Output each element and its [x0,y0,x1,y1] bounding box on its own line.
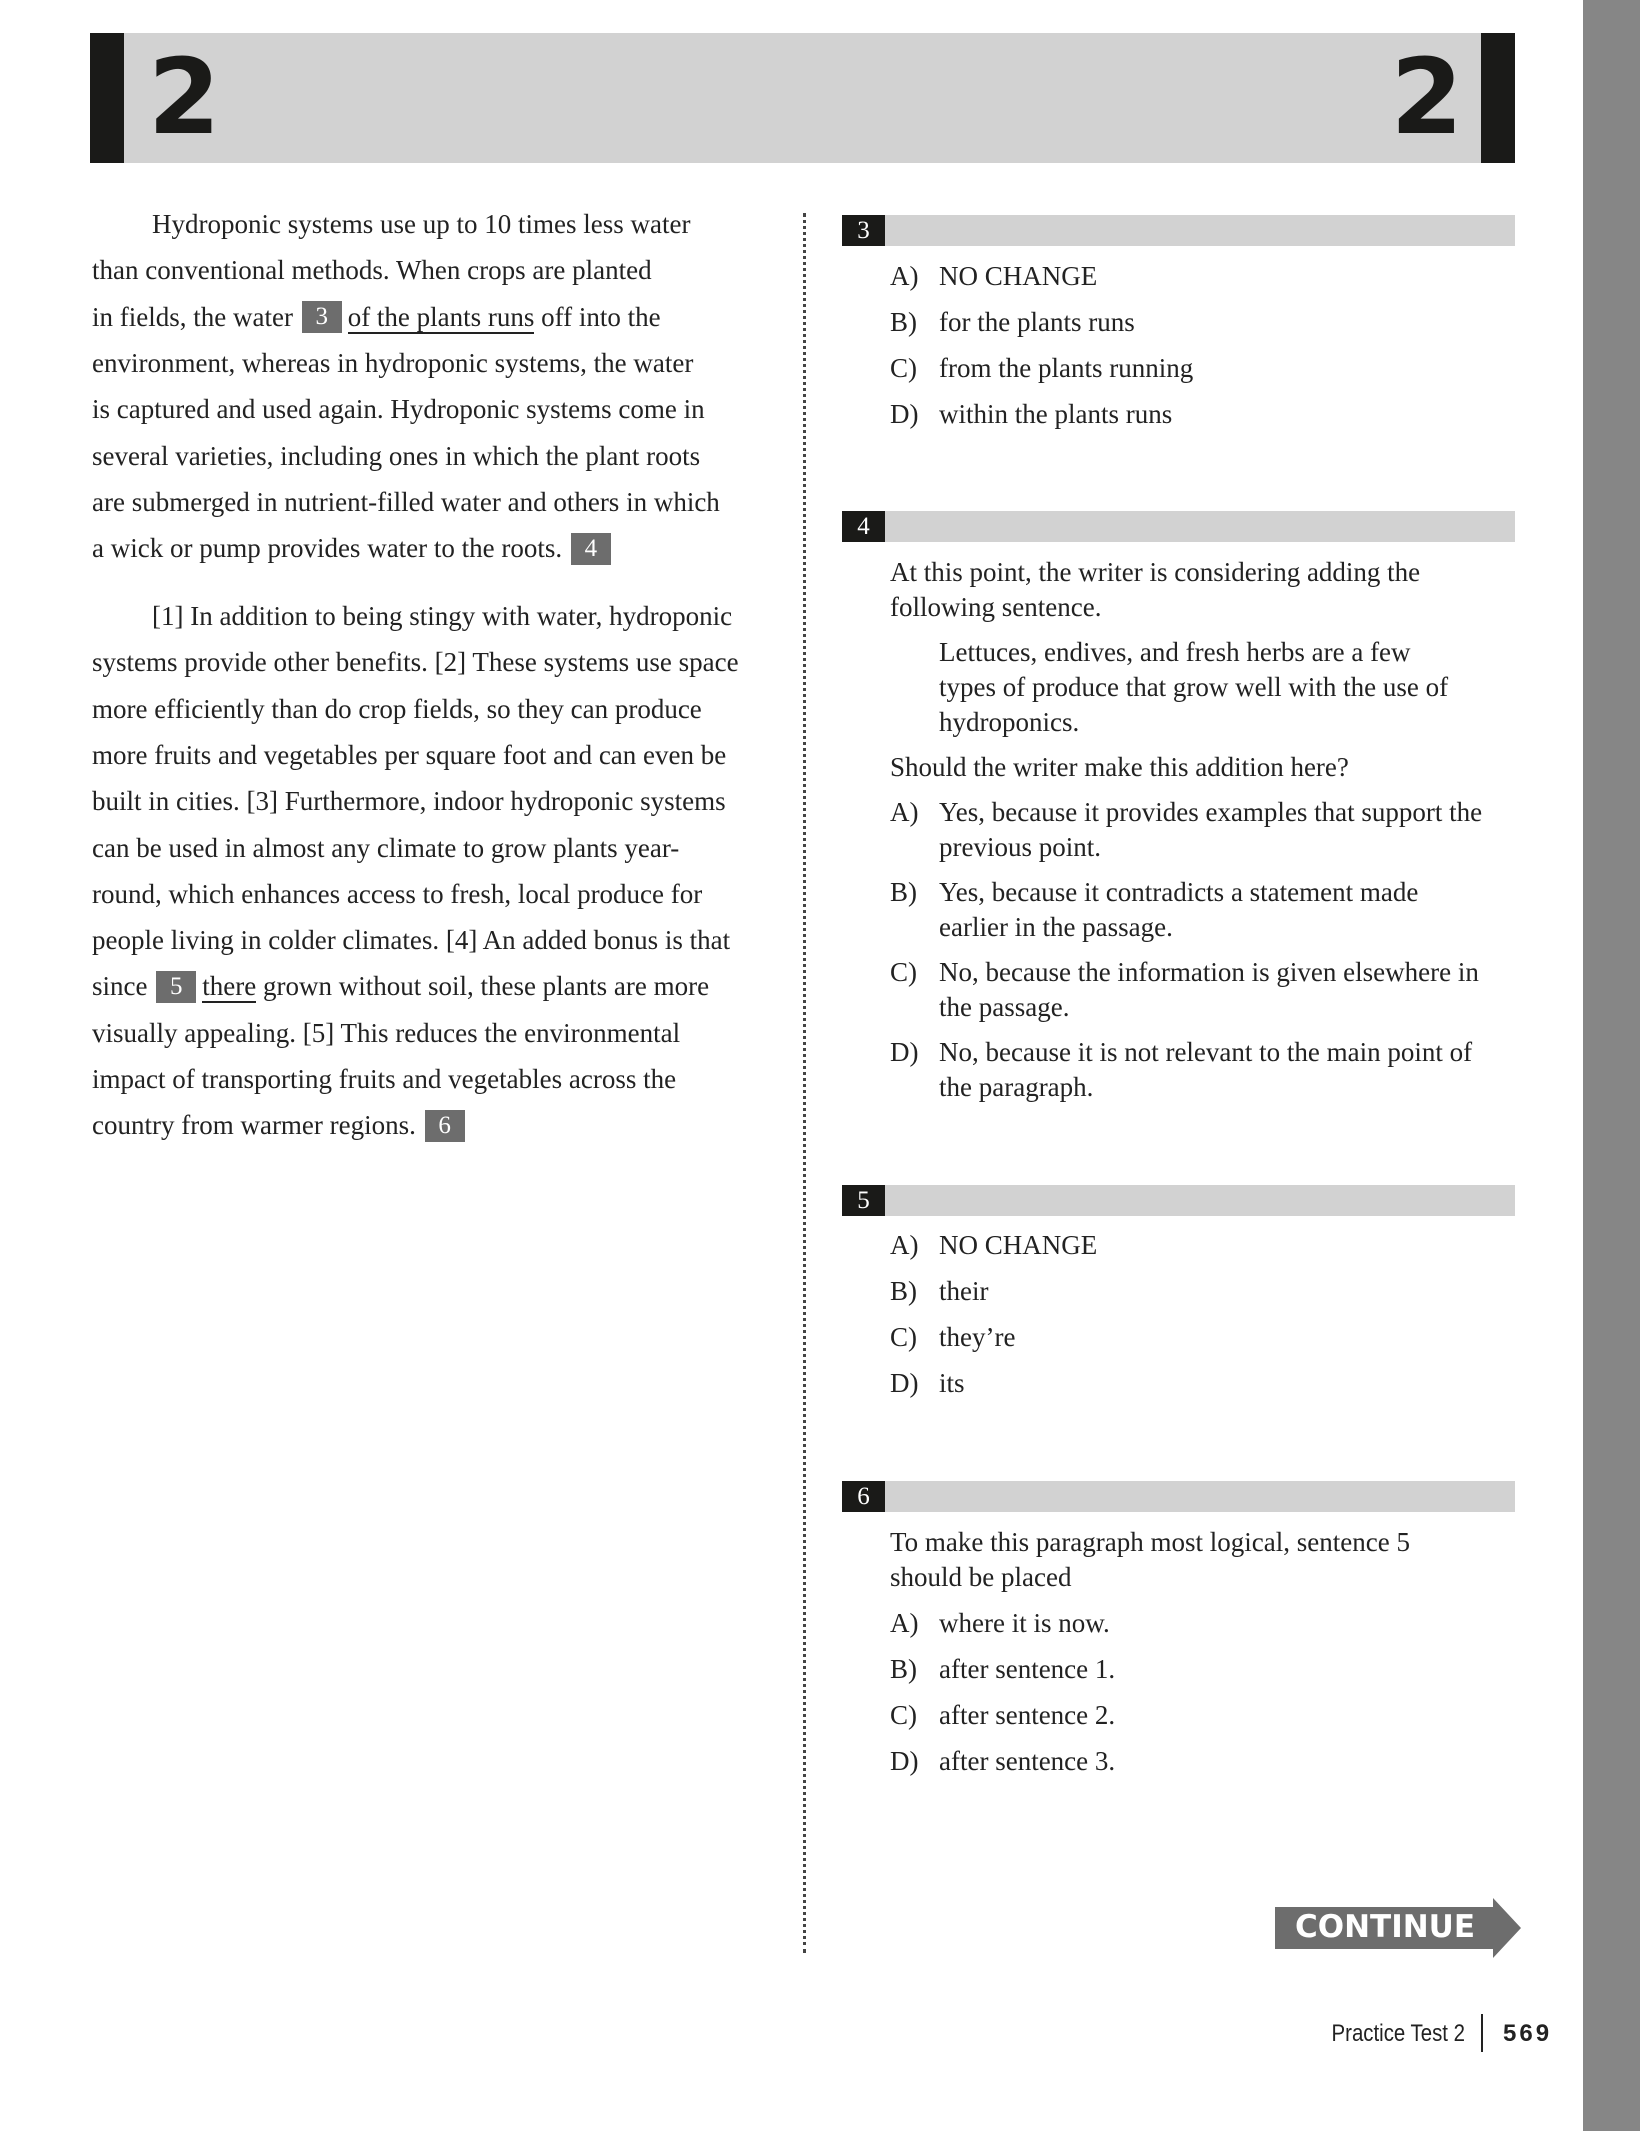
footer-label: Practice Test 2 [1331,2020,1465,2047]
underlined-phrase: of the plants runs [347,301,535,332]
passage-text: since [92,971,155,1002]
passage-text: can be used in almost any climate to grow plants year- [92,832,680,863]
page-number: 569 [1503,2020,1553,2047]
passage-text: environment, whereas in hydroponic systems, the water [92,347,694,378]
passage-line [92,1102,471,1148]
passage-line [92,386,705,432]
header-bar-left [90,33,124,163]
answer-option[interactable] [890,1363,965,1403]
option-text: where it is now. [939,1608,1110,1638]
column-divider [803,213,806,1953]
option-text: the passage. [939,992,1070,1022]
passage-line [92,1010,680,1056]
passage-text: off into the [534,301,661,332]
question-prompt: following sentence. [890,592,1102,622]
passage-text: more efficiently than do crop fields, so they can produce [92,693,702,724]
passage-line [92,479,720,525]
section-header [90,33,1515,163]
answer-option[interactable] [890,1317,1015,1357]
question-3-header [842,215,1515,246]
option-text: the paragraph. [939,1072,1094,1102]
option-letter: A) [890,797,919,827]
option-letter: D) [890,1368,919,1398]
option-letter: A) [890,1608,919,1638]
quoted-sentence: hydroponics. [939,707,1080,737]
option-text: No, because it is not relevant to the main point of [939,1037,1473,1067]
option-letter: C) [890,1322,917,1352]
option-letter: D) [890,399,919,429]
passage-line [92,247,652,293]
option-text: after sentence 1. [939,1654,1116,1684]
passage-text: are submerged in nutrient-filled water and others in which [92,486,720,517]
passage-text: country from warmer regions. [92,1110,423,1141]
passage-text: a wick or pump provides water to the roots. [92,533,569,564]
option-text: they’re [939,1322,1016,1352]
question-marker[interactable]: 5 [156,971,196,1003]
question-5-header [842,1185,1515,1216]
passage-text: built in cities. [3] Furthermore, indoor hydroponic systems [92,786,726,817]
question-marker[interactable]: 6 [425,1110,465,1142]
answer-option[interactable] [890,955,1479,1025]
option-letter: B) [890,877,917,907]
option-letter: D) [890,1746,919,1776]
answer-option[interactable] [890,1035,1472,1105]
option-text: earlier in the passage. [939,912,1173,942]
option-text: after sentence 2. [939,1700,1116,1730]
underlined-phrase: there [202,971,257,1002]
option-text: after sentence 3. [939,1746,1116,1776]
question-number: 5 [842,1185,885,1216]
option-text: NO CHANGE [939,1230,1098,1260]
option-letter: B) [890,307,917,337]
question-number: 3 [842,215,885,246]
answer-option[interactable] [890,1271,988,1311]
passage-line [92,639,739,685]
passage-text: systems provide other benefits. [2] These systems use space [92,647,739,678]
passage-text: people living in colder climates. [4] An added bonus is that [92,925,731,956]
passage-text: several varieties, including ones in which the plant roots [92,440,701,471]
passage-line [92,778,726,824]
question-marker[interactable]: 3 [302,301,342,333]
passage-text: grown without soil, these plants are more [256,971,710,1002]
option-text: its [939,1368,965,1398]
option-letter: D) [890,1037,919,1067]
passage-text: is captured and used again. Hydroponic systems come in [92,394,705,425]
option-text: Yes, because it contradicts a statement made [939,877,1419,907]
option-letter: B) [890,1276,917,1306]
question-number: 6 [842,1481,885,1512]
question-6-header [842,1481,1515,1512]
passage-line [92,433,700,479]
passage-text: more fruits and vegetables per square foot and can even be [92,739,727,770]
footer-separator [1481,2014,1483,2052]
option-text: from the plants running [939,353,1194,383]
question-prompt: At this point, the writer is considering adding the [890,557,1421,587]
quoted-sentence: types of produce that grow well with the use of [939,672,1449,702]
section-number-left: 2 [148,36,221,158]
answer-option[interactable] [890,256,1097,296]
passage-text: visually appealing. [5] This reduces the environmental [92,1017,681,1048]
passage-line [92,963,709,1009]
page-edge-strip [1583,0,1640,2131]
option-letter: C) [890,957,917,987]
answer-option[interactable] [890,348,1193,388]
section-number-right: 2 [1390,36,1463,158]
answer-option[interactable] [890,1225,1097,1265]
continue-label: CONTINUE [1295,1909,1476,1945]
option-letter: A) [890,261,919,291]
question-number: 4 [842,511,885,542]
question-4-header [842,511,1515,542]
quoted-sentence: Lettuces, endives, and fresh herbs are a few [939,637,1411,667]
option-text: for the plants runs [939,307,1135,337]
option-letter: B) [890,1654,917,1684]
option-text: Yes, because it provides examples that support the [939,797,1483,827]
passage-text: in fields, the water [92,301,300,332]
passage-line [92,732,726,778]
option-text: within the plants runs [939,399,1173,429]
passage-line [152,593,732,639]
continue-arrow [1275,1898,1521,1958]
passage-line [92,525,617,571]
answer-option[interactable] [890,875,1418,945]
question-text: Should the writer make this addition here? [890,752,1349,782]
question-prompt: should be placed [890,1562,1072,1592]
option-text: previous point. [939,832,1101,862]
question-marker[interactable]: 4 [571,533,611,565]
answer-option[interactable] [890,1649,1115,1689]
passage-text: round, which enhances access to fresh, local produce for [92,878,703,909]
option-text: No, because the information is given elsewhere in [939,957,1479,987]
passage-line [92,294,661,340]
answer-option[interactable] [890,1695,1115,1735]
answer-option[interactable] [890,394,1172,434]
option-letter: A) [890,1230,919,1260]
answer-option[interactable] [890,1603,1110,1643]
option-text: NO CHANGE [939,261,1098,291]
option-letter: C) [890,353,917,383]
passage-line [152,201,690,247]
passage-line [92,871,702,917]
passage-text: [1] In addition to being stingy with water, hydroponic [152,601,733,631]
passage-text: impact of transporting fruits and vegetables across the [92,1064,677,1094]
passage-line [92,917,730,963]
passage-line [92,340,693,386]
passage-text: Hydroponic systems use up to 10 times less water [152,209,691,239]
passage-line [92,1056,676,1102]
answer-option[interactable] [890,1741,1115,1781]
question-prompt: To make this paragraph most logical, sentence 5 [890,1527,1410,1557]
option-text: their [939,1276,989,1306]
header-bar-right [1481,33,1515,163]
passage-text: than conventional methods. When crops are planted [92,255,652,286]
passage-line [92,825,679,871]
answer-option[interactable] [890,795,1482,865]
passage-line [92,686,702,732]
option-letter: C) [890,1700,917,1730]
answer-option[interactable] [890,302,1135,342]
